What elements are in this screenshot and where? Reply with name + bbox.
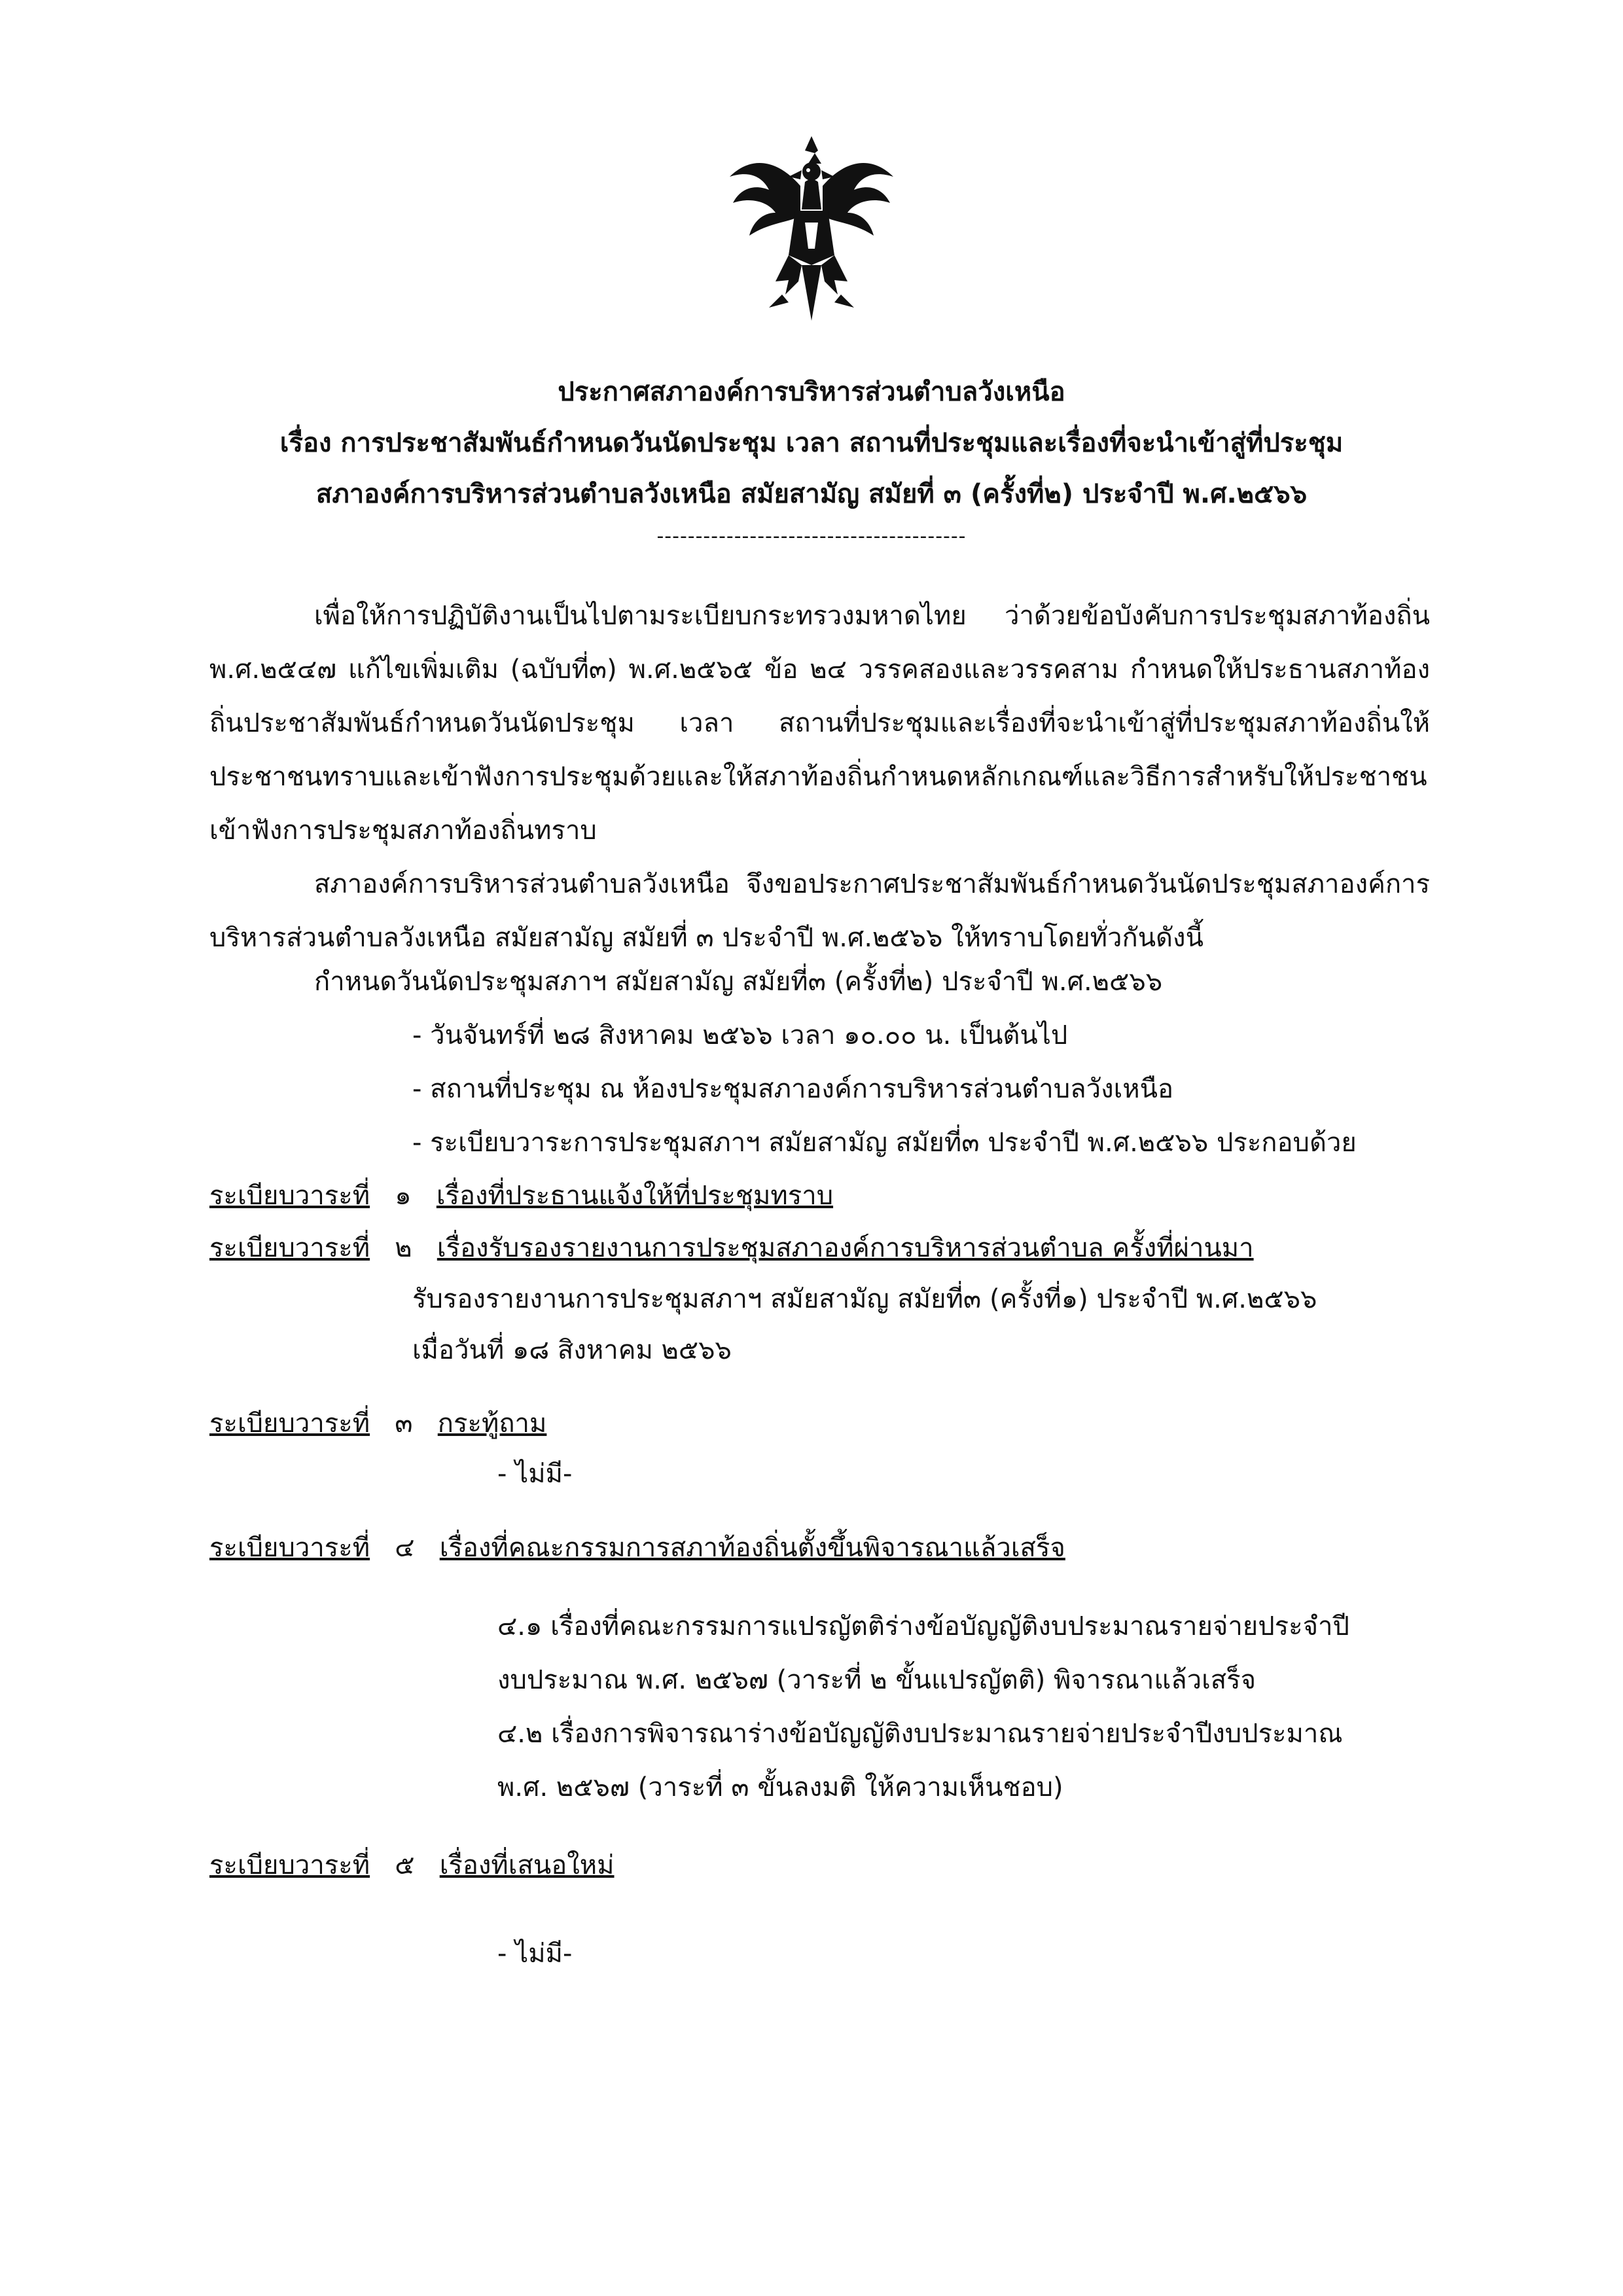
agenda-label: ระเบียบวาระที่ — [209, 1181, 370, 1211]
garuda-emblem-icon — [723, 131, 900, 327]
schedule-agenda: - ระเบียบวาระการประชุมสภาฯ สมัยสามัญ สมัยที่๓ ประจำปี พ.ศ.๒๕๖๖ ประกอบด้วย — [412, 1128, 1357, 1158]
announcement-session: สภาองค์การบริหารส่วนตำบลวังเหนือ สมัยสามัญ สมัยที่ ๓ (ครั้งที่๒) ประจำปี พ.ศ.๒๕๖๖ — [315, 479, 1308, 509]
agenda-item-5-detail: - ไม่มี- — [497, 1939, 573, 1969]
agenda-item-4-2-cont: พ.ศ. ๒๕๖๗ (วาระที่ ๓ ขั้นลงมติ ให้ความเห็นชอบ) — [497, 1772, 1063, 1803]
announcement-subject: เรื่อง การประชาสัมพันธ์กำหนดวันนัดประชุม เวลา สถานที่ประชุมและเรื่องที่จะนำเข้าสู่ที่ประชุม — [279, 428, 1344, 458]
agenda-number: ๓ — [395, 1408, 413, 1439]
agenda-item-4 — [209, 1528, 1065, 1568]
agenda-label: ระเบียบวาระที่ — [209, 1850, 370, 1880]
agenda-title: กระทู้ถาม — [437, 1408, 547, 1439]
schedule-intro: กำหนดวันนัดประชุมสภาฯ สมัยสามัญ สมัยที่๓ (ครั้งที่๒) ประจำปี พ.ศ.๒๕๖๖ — [314, 967, 1163, 997]
agenda-title: เรื่องที่ประธานแจ้งให้ที่ประชุมทราบ — [436, 1181, 834, 1211]
agenda-title: เรื่องรับรองรายงานการประชุมสภาองค์การบริหารส่วนตำบล ครั้งที่ผ่านมา — [437, 1233, 1254, 1263]
agenda-number: ๑ — [395, 1181, 412, 1211]
title-block — [170, 367, 1453, 550]
intro-paragraph: เพื่อให้การปฏิบัติงานเป็นไปตามระเบียบกระทรวงมหาดไทย ว่าด้วยข้อบังคับการประชุมสภาท้องถิ่น พ.ศ.๒๕๔๗ แก้ไขเพิ่มเติม (ฉบับที่๓) พ.ศ.๒๕๖๕ ข้อ ๒๔ วรรคสองและวรรคสาม กำหนดให้ประธานสภาท้องถิ่นประชาสัมพันธ์กำหนดวันนัดประชุม เวลา สถานที่ประชุมและเรื่องที่จะนำเข้าสู่ที่ประชุมสภาท้องถิ่นให้ประชาชนทราบและเข้าฟังการประชุมด้วยและให้สภาท้องถิ่นกำหนดหลักเกณฑ์และวิธีการสำหรับให้ประชาชนเข้าฟังการประชุมสภาท้องถิ่นทราบ — [209, 601, 1430, 846]
agenda-item-4-1: ๔.๑ เรื่องที่คณะกรรมการแปรญัตติร่างข้อบัญญัติงบประมาณรายจ่ายประจำปี — [497, 1611, 1349, 1641]
title-separator: ---------------------------------------- — [656, 525, 967, 548]
agenda-number: ๔ — [395, 1533, 415, 1563]
agenda-item-3-detail: - ไม่มี- — [497, 1459, 573, 1489]
agenda-item-4-1-cont: งบประมาณ พ.ศ. ๒๕๖๗ (วาระที่ ๒ ขั้นแปรญัตติ) พิจารณาแล้วเสร็จ — [497, 1665, 1257, 1695]
agenda-item-2-detail: รับรองรายงานการประชุมสภาฯ สมัยสามัญ สมัยที่๓ (ครั้งที่๑) ประจำปี พ.ศ.๒๕๖๖ — [412, 1284, 1317, 1314]
agenda-item-2-date: เมื่อวันที่ ๑๘ สิงหาคม ๒๕๖๖ — [412, 1335, 732, 1365]
agenda-item-4-2: ๔.๒ เรื่องการพิจารณาร่างข้อบัญญัติงบประมาณรายจ่ายประจำปีงบประมาณ — [497, 1719, 1343, 1749]
agenda-item-2 — [209, 1229, 1254, 1268]
announcement-title: ประกาศสภาองค์การบริหารส่วนตำบลวังเหนือ — [558, 377, 1065, 407]
agenda-label: ระเบียบวาระที่ — [209, 1408, 370, 1439]
schedule-date: - วันจันทร์ที่ ๒๘ สิงหาคม ๒๕๖๖ เวลา ๑๐.๐๐ น. เป็นต้นไป — [412, 1020, 1068, 1050]
agenda-number: ๕ — [395, 1850, 415, 1880]
agenda-item-3 — [209, 1404, 546, 1443]
agenda-label: ระเบียบวาระที่ — [209, 1233, 370, 1263]
schedule-place: - สถานที่ประชุม ณ ห้องประชุมสภาองค์การบริหารส่วนตำบลวังเหนือ — [412, 1074, 1174, 1104]
agenda-item-1 — [209, 1176, 833, 1215]
agenda-label: ระเบียบวาระที่ — [209, 1533, 370, 1563]
agenda-item-5 — [209, 1846, 615, 1885]
agenda-title: เรื่องที่คณะกรรมการสภาท้องถิ่นตั้งขึ้นพิจารณาแล้วเสร็จ — [439, 1533, 1065, 1563]
announcement-paragraph: สภาองค์การบริหารส่วนตำบลวังเหนือ จึงขอประกาศประชาสัมพันธ์กำหนดวันนัดประชุมสภาองค์การบริหารส่วนตำบลวังเหนือ สมัยสามัญ สมัยที่ ๓ ประจำปี พ.ศ.๒๕๖๖ ให้ทราบโดยทั่วกันดังนี้ — [209, 869, 1430, 953]
agenda-number: ๒ — [395, 1233, 412, 1263]
agenda-title: เรื่องที่เสนอใหม่ — [439, 1850, 615, 1880]
